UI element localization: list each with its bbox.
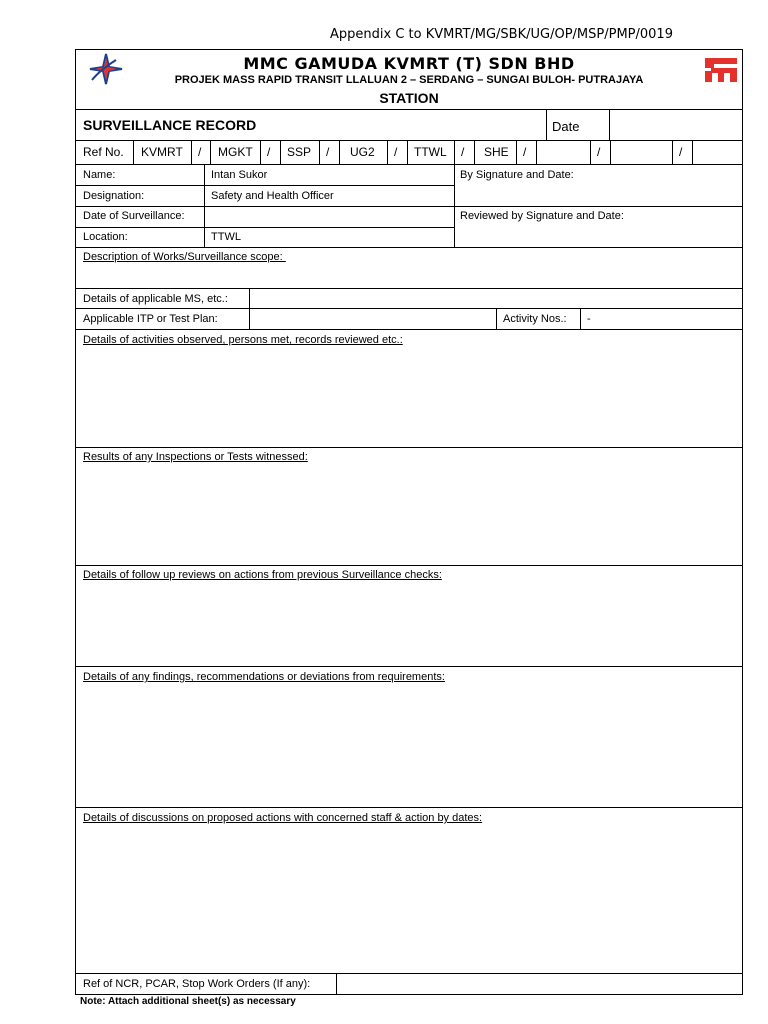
rule	[407, 140, 408, 164]
rule	[249, 288, 250, 329]
rule	[210, 140, 211, 164]
rule	[75, 140, 743, 141]
activity-value: -	[587, 313, 591, 325]
discussions-heading: Details of discussions on proposed actions with concerned staff & action by dates:	[83, 812, 483, 824]
rule	[280, 140, 281, 164]
ref-code: MGKT	[218, 145, 253, 159]
rule	[692, 140, 693, 164]
rule	[580, 308, 581, 329]
description-label: Description of Works/Surveillance scope:	[83, 251, 286, 263]
rule	[672, 140, 673, 164]
rule	[454, 164, 455, 247]
project-name: PROJEK MASS RAPID TRANSIT LLALUAN 2 – SERDANG – SUNGAI BULOH- PUTRAJAYA	[174, 74, 644, 86]
surveillance-date-label: Date of Surveillance:	[83, 210, 185, 222]
form-frame	[75, 49, 743, 995]
record-title: SURVEILLANCE RECORD	[83, 117, 257, 133]
rule	[536, 140, 537, 164]
rule	[75, 329, 743, 330]
rule	[75, 666, 743, 667]
itp-label: Applicable ITP or Test Plan:	[83, 313, 218, 325]
rule	[75, 164, 743, 165]
rule	[75, 447, 743, 448]
ref-label: Ref No.	[83, 145, 124, 159]
by-signature-label: By Signature and Date:	[460, 169, 574, 181]
rule	[75, 109, 743, 110]
rule	[590, 140, 591, 164]
ref-code: SHE	[484, 145, 509, 159]
ref-separator: /	[679, 145, 683, 159]
rule	[260, 140, 261, 164]
company-name: MMC GAMUDA KVMRT (T) SDN BHD	[243, 54, 575, 73]
rule	[75, 288, 743, 289]
rule	[75, 807, 743, 808]
activity-label: Activity Nos.:	[503, 313, 567, 325]
location-value: TTWL	[211, 231, 241, 243]
rule	[204, 164, 205, 247]
reviewed-signature-label: Reviewed by Signature and Date:	[460, 210, 624, 222]
rule	[546, 109, 547, 140]
ref-code: UG2	[350, 145, 375, 159]
rule	[454, 140, 455, 164]
ref-separator: /	[394, 145, 398, 159]
rule	[75, 565, 743, 566]
rule	[319, 140, 320, 164]
date-label: Date	[552, 119, 580, 134]
results-heading: Results of any Inspections or Tests witnessed:	[83, 451, 308, 463]
rule	[474, 140, 475, 164]
followup-heading: Details of follow up reviews on actions from previous Surveillance checks:	[83, 569, 442, 581]
rule	[75, 973, 743, 974]
rule	[75, 247, 743, 248]
rule	[75, 206, 743, 207]
findings-heading: Details of any findings, recommendations or deviations from requirements:	[83, 671, 445, 683]
ref-separator: /	[326, 145, 330, 159]
location-label: Location:	[83, 231, 128, 243]
rule	[609, 109, 610, 140]
ref-separator: /	[267, 145, 271, 159]
appendix-reference: Appendix C to KVMRT/MG/SBK/UG/OP/MSP/PMP/0019	[330, 27, 673, 42]
activities-heading: Details of activities observed, persons met, records reviewed etc.:	[83, 334, 403, 346]
rule	[191, 140, 192, 164]
ref-code: KVMRT	[141, 145, 183, 159]
rule	[387, 140, 388, 164]
designation-label: Designation:	[83, 190, 145, 202]
name-value: Intan Sukor	[211, 169, 268, 181]
ms-label: Details of applicable MS, etc.:	[83, 293, 228, 305]
station-title: STATION	[379, 90, 439, 106]
footer-note: Note: Attach additional sheet(s) as necessary	[80, 996, 296, 1007]
name-label: Name:	[83, 169, 116, 181]
rule	[339, 140, 340, 164]
rule	[336, 973, 337, 995]
rule	[75, 308, 743, 309]
ref-separator: /	[597, 145, 601, 159]
rule	[75, 185, 454, 186]
ref-code: SSP	[287, 145, 312, 159]
ref-separator: /	[523, 145, 527, 159]
rule	[75, 227, 454, 228]
rule	[516, 140, 517, 164]
ref-separator: /	[198, 145, 202, 159]
rule	[610, 140, 611, 164]
rule	[133, 140, 134, 164]
ref-code: TTWL	[414, 145, 447, 159]
designation-value: Safety and Health Officer	[211, 190, 334, 202]
rule	[496, 308, 497, 329]
ncr-label: Ref of NCR, PCAR, Stop Work Orders (If any):	[83, 978, 311, 990]
ref-separator: /	[461, 145, 465, 159]
